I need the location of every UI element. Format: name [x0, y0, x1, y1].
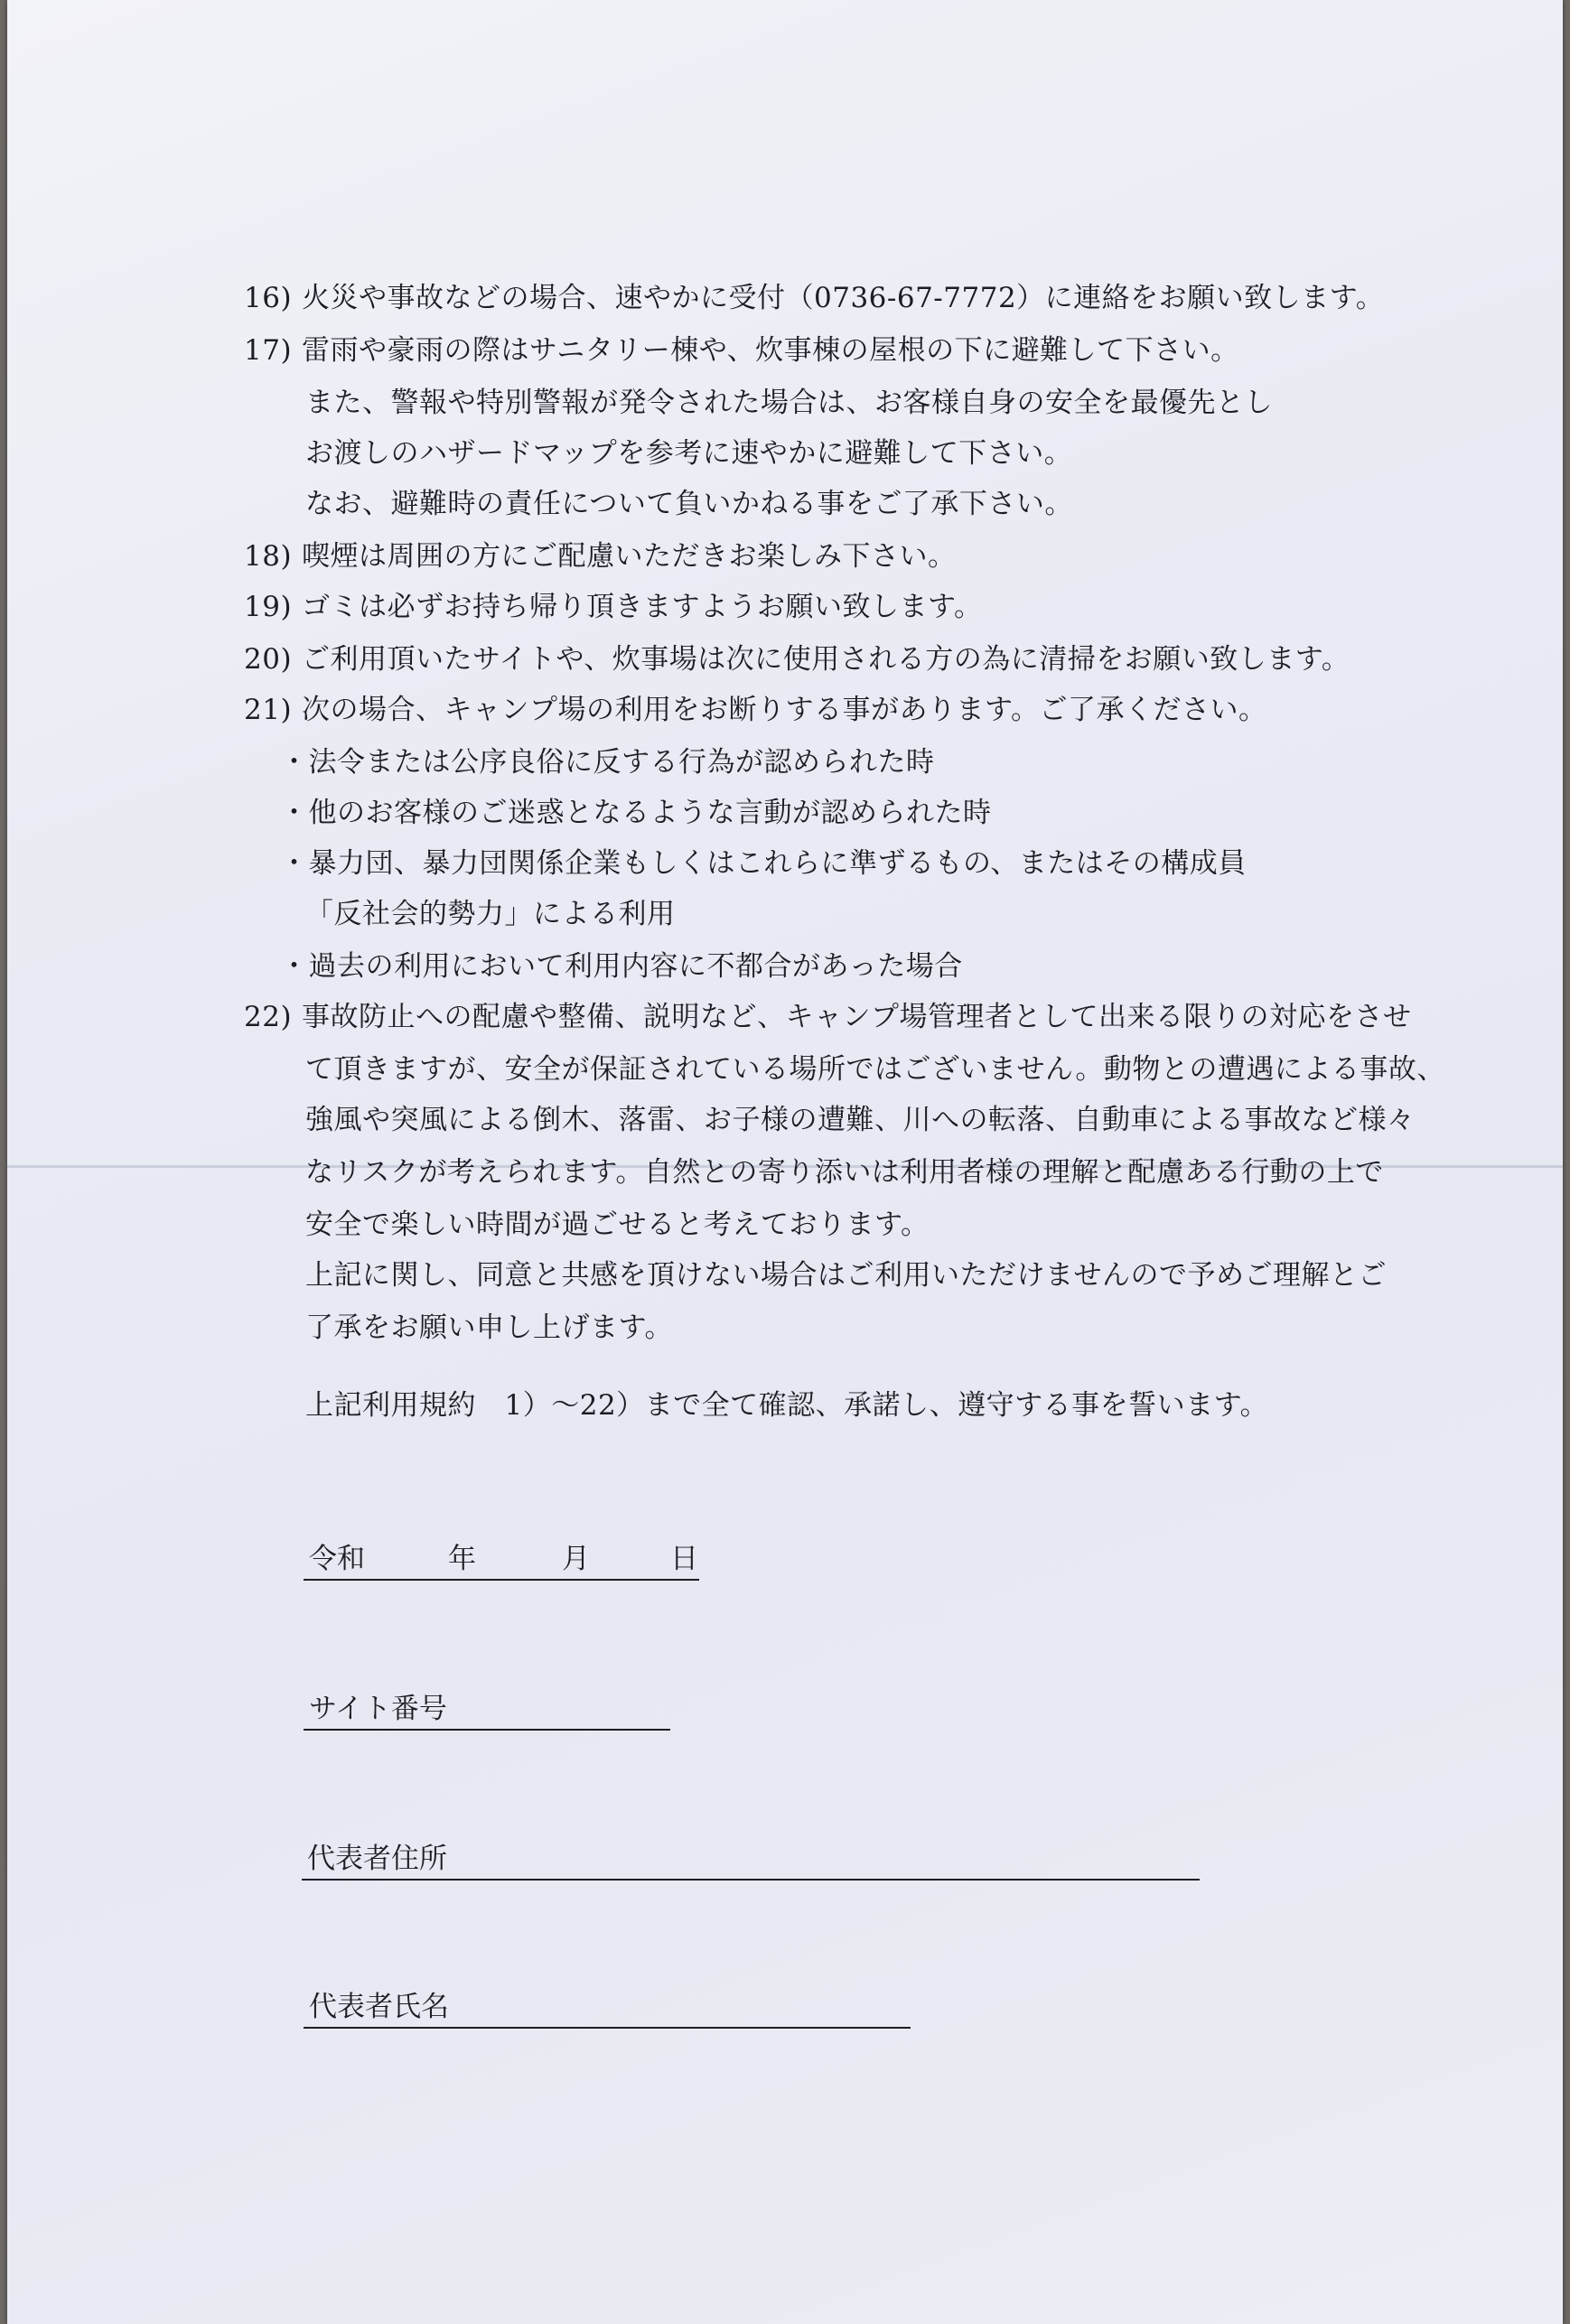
rule-21: 21) 次の場合、キャンプ場の利用をお断りする事があります。ご了承ください。 [244, 694, 1267, 726]
rule-18: 18) 喫煙は周囲の方にご配慮いただきお楽しみ下さい。 [244, 540, 957, 573]
rule-19: 19) ゴミは必ずお持ち帰り頂きますようお願い致します。 [244, 591, 983, 623]
rule-17: 17) 雷雨や豪雨の際はサニタリー棟や、炊事棟の屋根の下に避難して下さい。 [244, 334, 1239, 367]
rule-17-line-4: なお、避難時の責任について負いかねる事をご了承下さい。 [305, 488, 1073, 520]
rule-22-line-3: 強風や突風による倒木、落雷、お子様の遭難、川への転落、自動車による事故など様々 [305, 1104, 1416, 1136]
site-number-field[interactable] [304, 1691, 670, 1731]
rule-22-line-5: 安全で楽しい時間が過ごせると考えております。 [305, 1209, 930, 1241]
rule-17-line-3: お渡しのハザードマップを参考に速やかに避難して下さい。 [305, 437, 1073, 470]
rule-21-bullet-1: ・法令または公序良俗に反する行為が認められた時 [280, 746, 935, 779]
rule-16: 16) 火災や事故などの場合、速やかに受付（0736-67-7772）に連絡をお願い致します。 [244, 282, 1385, 314]
date-year: 年 [448, 1543, 476, 1575]
pledge-statement: 上記利用規約 1）～22）まで全て確認、承諾し、遵守する事を誓います。 [305, 1389, 1269, 1422]
rule-21-bullet-3: ・暴力団、暴力団関係企業もしくはこれらに準ずるもの、またはその構成員 [280, 847, 1247, 880]
rule-20: 20) ご利用頂いたサイトや、炊事場は次に使用される方の為に清掃をお願い致します。 [244, 643, 1350, 676]
rule-22-line-4: なリスクが考えられます。自然との寄り添いは利用者様の理解と配慮ある行動の上で [305, 1156, 1384, 1189]
rule-22-line-2: て頂きますが、安全が保証されている場所ではございません。動物との遭遇による事故、 [305, 1053, 1445, 1086]
rule-21-bullet-2: ・他のお客様のご迷惑となるような言動が認められた時 [280, 797, 992, 829]
rule-22-line-7: 了承をお願い申し上げます。 [305, 1311, 674, 1344]
date-era: 令和 [309, 1543, 365, 1575]
date-day: 日 [670, 1543, 698, 1575]
name-label: 代表者氏名 [309, 1991, 449, 2023]
rule-22-line-6: 上記に関し、同意と共感を頂けない場合はご利用いただけませんので予めご理解とご [305, 1259, 1387, 1292]
address-label: 代表者住所 [307, 1843, 447, 1875]
document-page [7, 0, 1563, 2324]
rule-21-bullet-3-cont: 「反社会的勢力」による利用 [305, 898, 676, 930]
address-field[interactable] [302, 1841, 1200, 1881]
rule-17-line-2: また、警報や特別警報が発令された場合は、お客様自身の安全を最優先とし [305, 387, 1273, 419]
date-field[interactable] [304, 1541, 699, 1581]
rule-21-bullet-4: ・過去の利用において利用内容に不都合があった場合 [280, 950, 963, 983]
site-number-label: サイト番号 [309, 1693, 447, 1725]
date-month: 月 [562, 1543, 590, 1575]
rule-22: 22) 事故防止への配慮や整備、説明など、キャンプ場管理者として出来る限りの対応をさせ [244, 1001, 1412, 1033]
name-field[interactable] [304, 1989, 911, 2029]
